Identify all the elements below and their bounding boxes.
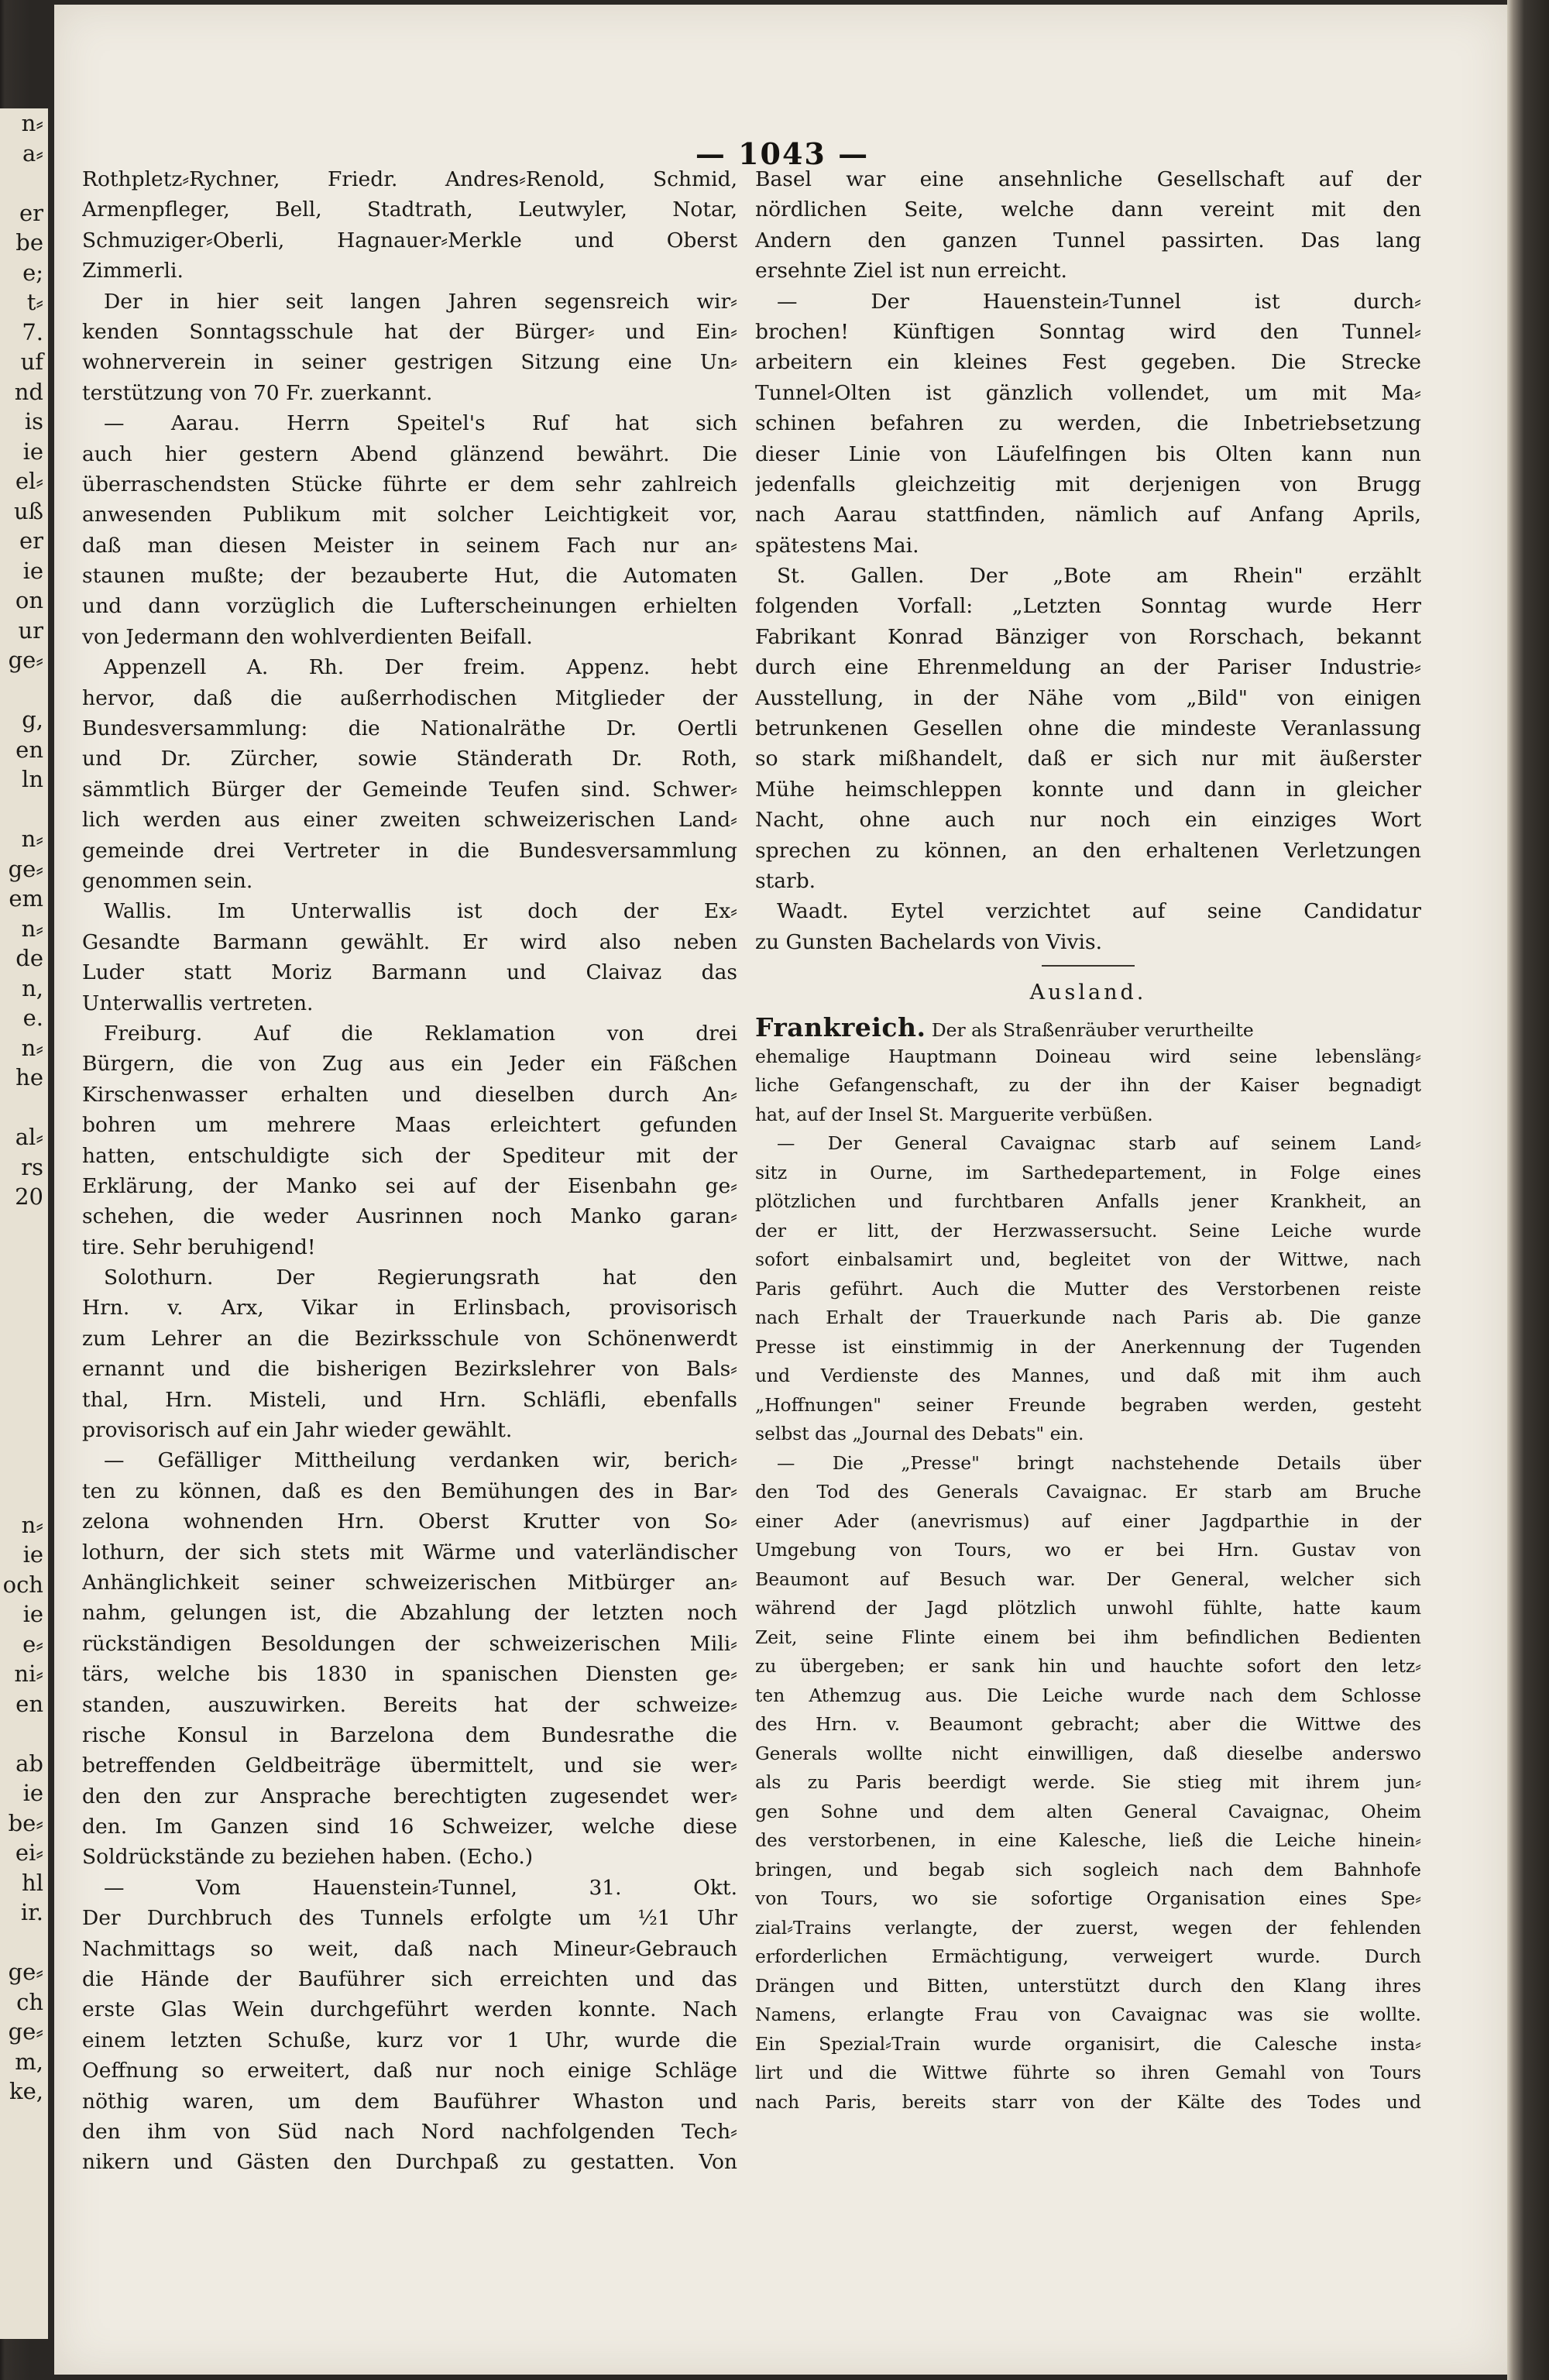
text-line: zu Gunsten Bachelards von Vivis. <box>755 929 1103 954</box>
text-line: brochen! Künftigen Sonntag wird den Tunnel⸗ <box>755 319 1421 344</box>
previous-page-fragment: ln <box>22 766 43 792</box>
previous-page-fragment: ir. <box>20 1899 43 1925</box>
text-line: sofort einbalsamirt und, begleitet von der Wittwe, nach <box>755 1248 1421 1271</box>
previous-page-fragment <box>0 1451 48 1481</box>
text-line: jedenfalls gleichzeitig mit derjenigen von Brugg <box>755 472 1421 496</box>
previous-page-fragment: t⸗ <box>26 289 43 315</box>
text-line: zelona wohnenden Hrn. Oberst Krutter von So⸗ <box>82 1509 737 1534</box>
previous-page-fragment: de <box>15 945 43 971</box>
text-line: Unterwallis vertreten. <box>82 991 314 1015</box>
page-edge-shadow <box>1507 0 1549 2380</box>
text-line: Beaumont auf Besuch war. Der General, welcher sich <box>755 1568 1421 1590</box>
text-line: nach Paris, bereits starr von der Kälte des Todes und <box>755 2090 1421 2113</box>
previous-page-fragment: uf <box>20 349 43 375</box>
text-line: Zimmerli. <box>82 259 184 283</box>
text-line: von Tours, wo sie sofortige Organisation eines Spe⸗ <box>755 1887 1421 1910</box>
text-line: nach Aarau stattfinden, nämlich auf Anfang Aprils, <box>755 503 1421 527</box>
previous-page-fragment: e. <box>22 1005 43 1031</box>
text-line: gen Sohne und dem alten General Cavaignac, Oheim <box>755 1800 1421 1822</box>
text-line: die Hände der Bauführer sich erreichten und das <box>82 1967 737 1992</box>
text-line: und Dr. Zürcher, sowie Ständerath Dr. Roth, <box>82 747 737 771</box>
text-line: durch eine Ehrenmeldung an der Pariser Industrie⸗ <box>755 655 1421 680</box>
previous-page-fragment: ch <box>16 1988 43 2015</box>
text-line: Nacht, ohne auch nur noch ein einziges Wort <box>755 808 1421 833</box>
text-line: und Verdienste des Mannes, und daß mit ihm auch <box>755 1365 1421 1387</box>
text-line: Schmuziger⸗Oberli, Hagnauer⸗Merkle und Oberst <box>82 228 737 252</box>
text-line: — Die „Presse" bringt nachstehende Details über <box>777 1451 1421 1474</box>
right-column-news <box>755 164 1421 957</box>
text-line: Armenpfleger, Bell, Stadtrath, Leutwyler, Notar, <box>82 197 737 222</box>
previous-page-fragment: en <box>15 1690 43 1717</box>
text-line: erforderlichen Ermächtigung, verweigert wurde. Durch <box>755 1946 1421 1968</box>
text-line: sprechen zu können, an den erhaltenen Verletzungen <box>755 838 1421 863</box>
text-line: den. Im Ganzen sind 16 Schweizer, welche diese <box>82 1815 737 1839</box>
text-line: staunen mußte; der bezauberte Hut, die Automaten <box>82 564 737 589</box>
previous-page-fragment: ab <box>15 1750 43 1777</box>
text-line: Drängen und Bitten, unterstützt durch den Klang ihres <box>755 1974 1421 1997</box>
previous-page-fragment <box>0 168 48 198</box>
previous-page-fragment: ge⸗ <box>8 855 43 882</box>
left-column <box>82 164 737 2178</box>
previous-page-fragment: n⸗ <box>21 915 43 942</box>
text-line: des Hrn. v. Beaumont gebracht; aber die Wittwe des <box>755 1713 1421 1736</box>
text-line: Paris geführt. Auch die Mutter des Verstorbenen reiste <box>755 1277 1421 1300</box>
previous-page-fragment <box>0 1212 48 1242</box>
text-line <box>755 1013 1421 1042</box>
text-line: Solothurn. Der Regierungsrath hat den <box>104 1266 737 1290</box>
text-line: als zu Paris beerdigt werde. Sie stieg mit ihrem jun⸗ <box>755 1771 1421 1794</box>
text-line: standen, auszuwirken. Bereits hat der schweize⸗ <box>82 1692 737 1717</box>
text-line: — Vom Hauenstein⸗Tunnel, 31. Okt. <box>104 1875 737 1900</box>
text-line: bringen, und begab sich sogleich nach dem Bahnhofe <box>755 1858 1421 1880</box>
previous-page-fragment <box>0 1331 48 1362</box>
previous-page-fragment: ge⸗ <box>8 2018 43 2045</box>
previous-page-fragment: n⸗ <box>21 1034 43 1061</box>
text-line: ersehnte Ziel ist nun erreicht. <box>755 259 1067 283</box>
previous-page-fragment: be⸗ <box>8 1809 43 1836</box>
text-line: schehen, die weder Ausrinnen noch Manko garan⸗ <box>82 1204 737 1229</box>
previous-page-fragment: ke, <box>9 2078 43 2104</box>
text-line: St. Gallen. Der „Bote am Rhein" erzählt <box>777 564 1421 589</box>
text-line: starb. <box>755 868 816 893</box>
text-line: Ausstellung, in der Nähe vom „Bild" von einigen <box>755 685 1421 710</box>
text-line: tärs, welche bis 1830 in spanischen Diensten ge⸗ <box>82 1662 737 1687</box>
text-line: Wallis. Im Unterwallis ist doch der Ex⸗ <box>104 899 737 924</box>
previous-page-fragment: rs <box>21 1153 43 1180</box>
previous-page-fragment: ie <box>22 438 43 465</box>
text-line: Zeit, seine Flinte einem bei ihm befindlichen Bedienten <box>755 1626 1421 1648</box>
text-line: Freiburg. Auf die Reklamation von drei <box>104 1021 737 1046</box>
text-line: Bürgern, die von Zug aus ein Jeder ein Fäßchen <box>82 1052 737 1077</box>
text-line: ten Athemzug aus. Die Leiche wurde nach dem Schlosse <box>755 1684 1421 1706</box>
text-line: Nachmittags so weit, daß nach Mineur⸗Gebrauch <box>82 1936 737 1961</box>
text-line: — Aarau. Herrn Speitel's Ruf hat sich <box>104 411 737 436</box>
text-line: nördlichen Seite, welche dann vereint mit den <box>755 197 1421 222</box>
text-line: rische Konsul in Barzelona dem Bundesrathe die <box>82 1722 737 1747</box>
text-line: des verstorbenen, in eine Kalesche, ließ die Leiche hinein⸗ <box>755 1829 1421 1852</box>
text-line: Fabrikant Konrad Bänziger von Rorschach, bekannt <box>755 624 1421 649</box>
text-line: Umgebung von Tours, wo er bei Hrn. Gustav von <box>755 1539 1421 1561</box>
previous-page-fragment: n⸗ <box>21 1511 43 1538</box>
text-line: einer Ader (anevrismus) auf einer Jagdparthie in der <box>755 1509 1421 1532</box>
text-line: Mühe heimschleppen konnte und dann in gleicher <box>755 777 1421 802</box>
text-line: genommen sein. <box>82 868 253 893</box>
page-number: — 1043 — <box>695 136 870 171</box>
text-line: Generals wollte nicht einwilligen, daß dieselbe anderswo <box>755 1742 1421 1764</box>
previous-page-fragment: ie <box>22 557 43 584</box>
text-line: nöthig waren, um dem Bauführer Whaston und <box>82 2089 737 2114</box>
text-line: lich werden aus einer zweiten schweizerischen Land⸗ <box>82 808 737 833</box>
previous-page-edge <box>0 108 48 2339</box>
previous-page-fragment: och <box>2 1571 43 1598</box>
text-line: Oeffnung so erweitert, daß nur noch einige Schläge <box>82 2059 737 2083</box>
text-line: hat, auf der Insel St. Marguerite verbüßen. <box>755 1103 1153 1125</box>
previous-page-fragment: el⸗ <box>15 468 43 494</box>
frankreich-heading: Frankreich. <box>755 1013 926 1042</box>
previous-page-fragment: em <box>9 885 43 912</box>
previous-page-fragment: a⸗ <box>22 139 43 167</box>
text-line: Namens, erlangte Frau von Cavaignac was sie wollte. <box>755 2004 1421 2026</box>
text-line: Bundesversammlung: die Nationalräthe Dr. Oertli <box>82 716 737 741</box>
text-line: daß man diesen Meister in seinem Fach nur an⸗ <box>82 533 737 558</box>
previous-page-fragment: 7. <box>22 318 43 345</box>
text-line: — Gefälliger Mittheilung verdanken wir, berich⸗ <box>104 1448 737 1473</box>
text-line: auch hier gestern Abend glänzend bewährt. Die <box>82 441 737 466</box>
text-line: spätestens Mai. <box>755 533 919 558</box>
previous-page-fragment: be <box>15 229 43 256</box>
text-line: selbst das „Journal des Debats" ein. <box>755 1423 1084 1445</box>
previous-page-fragment <box>0 1242 48 1272</box>
text-line: und dann vorzüglich die Lufterscheinungen erhielten <box>82 594 737 619</box>
previous-page-fragment: er <box>19 199 43 226</box>
text-line: hatten, entschuldigte sich der Spediteur mit der <box>82 1143 737 1168</box>
text-line: Basel war eine ansehnliche Gesellschaft auf der <box>755 167 1421 191</box>
text-line: tire. Sehr beruhigend! <box>82 1235 316 1259</box>
text-line: — Der Hauenstein⸗Tunnel ist durch⸗ <box>777 289 1421 314</box>
text-line: lothurn, der sich stets mit Wärme und vaterländischer <box>82 1540 737 1564</box>
text-line: betrunkenen Gesellen ohne die mindeste Veranlassung <box>755 716 1421 741</box>
previous-page-fragment: ei⸗ <box>15 1839 43 1866</box>
previous-page-fragment <box>0 1361 48 1391</box>
previous-page-fragment: en <box>15 736 43 763</box>
previous-page-fragment <box>0 1719 48 1749</box>
text-line: von Jedermann den wohlverdienten Beifall. <box>82 624 533 649</box>
text-line: nahm, gelungen ist, die Abzahlung der letzten noch <box>82 1601 737 1626</box>
text-line: den ihm von Süd nach Nord nachfolgenden Tech⸗ <box>82 2120 737 2144</box>
previous-page-fragment: n⸗ <box>21 110 43 136</box>
text-line: Rothpletz⸗Rychner, Friedr. Andres⸗Renold, Schmid, <box>82 167 737 191</box>
text-line: so stark mißhandelt, daß er sich nur mit äußerster <box>755 747 1421 771</box>
previous-page-fragment: nd <box>14 378 43 405</box>
text-line: hervor, daß die außerrhodischen Mitglieder der <box>82 685 737 710</box>
previous-page-fragment <box>0 1093 48 1123</box>
text-line: Anhänglichkeit seiner schweizerischen Mitbürger an⸗ <box>82 1570 737 1595</box>
text-line: rückständigen Besoldungen der schweizerischen Mili⸗ <box>82 1631 737 1656</box>
text-line: dieser Linie von Läufelfingen bis Olten kann nun <box>755 441 1421 466</box>
previous-page-fragment: ie <box>22 1541 43 1568</box>
text-line: Andern den ganzen Tunnel passirten. Das lang <box>755 228 1421 252</box>
previous-page-fragment: ie <box>22 1780 43 1806</box>
text-line: betreffenden Geldbeiträge übermittelt, und sie wer⸗ <box>82 1753 737 1778</box>
text-line: arbeitern ein kleines Fest gegeben. Die Strecke <box>755 350 1421 375</box>
text-line: lirt und die Wittwe führte so ihren Gemahl von Tours <box>755 2062 1421 2084</box>
text-line: zum Lehrer an die Bezirksschule von Schönenwerdt <box>82 1326 737 1351</box>
right-column <box>755 164 1421 2117</box>
text-line: zu übergeben; er sank hin und hauchte sofort den letz⸗ <box>755 1655 1421 1678</box>
previous-page-fragment: m, <box>15 2048 43 2075</box>
text-line: Hrn. v. Arx, Vikar in Erlinsbach, provisorisch <box>82 1296 737 1321</box>
previous-page-fragment: he <box>15 1064 43 1090</box>
text-line: Ein Spezial⸗Train wurde organisirt, die Calesche insta⸗ <box>755 2032 1421 2055</box>
text-line: erste Glas Wein durchgeführt werden konnte. Nach <box>82 1997 737 2022</box>
text-line-content: Der als Straßenräuber verurtheilte <box>926 1019 1254 1042</box>
text-line: Presse ist einstimmig in der Anerkennung der Tugenden <box>755 1335 1421 1358</box>
previous-page-fragment: ie <box>22 1601 43 1627</box>
text-line: Luder statt Moriz Barmann und Claivaz das <box>82 960 737 985</box>
previous-page-fragment <box>0 1301 48 1331</box>
text-line: ernannt und die bisherigen Bezirkslehrer von Bals⸗ <box>82 1357 737 1382</box>
previous-page-fragment: ur <box>18 616 43 644</box>
section-heading-ausland: Ausland. <box>1029 981 1147 1005</box>
previous-page-fragment <box>0 1928 48 1958</box>
previous-page-fragment: al⸗ <box>15 1124 43 1150</box>
text-line: Kirschenwasser erhalten und dieselben durch An⸗ <box>82 1082 737 1107</box>
previous-page-fragment: e⸗ <box>22 1630 43 1657</box>
previous-page-fragment <box>0 1420 48 1451</box>
text-line: terstützung von 70 Fr. zuerkannt. <box>82 380 433 405</box>
text-line: Der in hier seit langen Jahren segensreich wir⸗ <box>104 289 737 314</box>
text-line: den Tod des Generals Cavaignac. Er starb am Bruche <box>755 1481 1421 1503</box>
text-line: nikern und Gästen den Durchpaß zu gestatten. Von <box>82 2150 737 2175</box>
previous-page-fragment: is <box>24 408 43 434</box>
text-line: Gesandte Barmann gewählt. Er wird also neben <box>82 929 737 954</box>
section-rule <box>1042 965 1135 967</box>
text-line: Erklärung, der Manko sei auf der Eisenbahn ge⸗ <box>82 1173 737 1198</box>
text-line: — Der General Cavaignac starb auf seinem Land⸗ <box>777 1132 1421 1155</box>
text-line: anwesenden Publikum mit solcher Leichtigkeit vor, <box>82 503 737 527</box>
previous-page-fragment <box>0 1272 48 1302</box>
previous-page-fragment <box>0 1480 48 1510</box>
previous-page-fragment: e; <box>22 259 43 286</box>
previous-page-fragment: uß <box>13 497 43 524</box>
previous-page-fragment <box>0 675 48 706</box>
text-line: nach Erhalt der Trauerkunde nach Paris ab. Die ganze <box>755 1307 1421 1329</box>
previous-page-fragment <box>0 795 48 825</box>
previous-page-fragment: n⸗ <box>21 826 43 852</box>
text-line: Appenzell A. Rh. Der freim. Appenz. hebt <box>104 655 737 680</box>
text-line: zial⸗Trains verlangte, der zuerst, wegen der fehlenden <box>755 1916 1421 1939</box>
text-line: ten zu können, daß es den Bemühungen des in Bar⸗ <box>82 1478 737 1503</box>
text-line: provisorisch auf ein Jahr wieder gewählt. <box>82 1418 513 1443</box>
text-line: Soldrückstände zu beziehen haben. (Echo.) <box>82 1845 534 1870</box>
previous-page-fragment: ge⸗ <box>8 1959 43 1985</box>
text-line: wohnerverein in seiner gestrigen Sitzung eine Un⸗ <box>82 350 737 375</box>
text-line: folgenden Vorfall: „Letzten Sonntag wurde Herr <box>755 594 1421 619</box>
text-line: während der Jagd plötzlich unwohl fühlte, hatte kaum <box>755 1597 1421 1619</box>
previous-page-fragment <box>0 1391 48 1421</box>
text-line: den den zur Ansprache berechtigten zugesendet wer⸗ <box>82 1784 737 1808</box>
text-line: sitz in Ourne, im Sarthedepartement, in Folge eines <box>755 1161 1421 1183</box>
text-line: überraschendsten Stücke führte er dem sehr zahlreich <box>82 472 737 496</box>
text-line: Der Durchbruch des Tunnels erfolgte um ½1 Uhr <box>82 1906 737 1931</box>
text-line: „Hoffnungen" seiner Freunde begraben werden, gesteht <box>755 1393 1421 1416</box>
text-line: der er litt, der Herzwassersucht. Seine Leiche wurde <box>755 1219 1421 1242</box>
previous-page-fragment: 20 <box>15 1183 43 1210</box>
text-line: gemeinde drei Vertreter in die Bundesversammlung <box>82 838 737 863</box>
previous-page-fragment: on <box>15 587 43 613</box>
text-line: schinen befahren zu werden, die Inbetriebsetzung <box>755 411 1421 436</box>
text-line: plötzlichen und furchtbaren Anfalls jener Krankheit, an <box>755 1190 1421 1213</box>
previous-page-fragment: n, <box>22 974 43 1001</box>
text-line: ehemalige Hauptmann Doineau wird seine lebensläng⸗ <box>755 1045 1421 1067</box>
text-line: sämmtlich Bürger der Gemeinde Teufen sind. Schwer⸗ <box>82 777 737 802</box>
text-line: kenden Sonntagsschule hat der Bürger⸗ und Ein⸗ <box>82 319 737 344</box>
previous-page-fragment: hl <box>22 1869 43 1896</box>
previous-page-fragment: ni⸗ <box>14 1661 43 1687</box>
previous-page-fragment: ge⸗ <box>8 647 43 673</box>
text-line: Waadt. Eytel verzichtet auf seine Candidatur <box>777 899 1421 924</box>
text-line: bohren um mehrere Maas erleichtert gefunden <box>82 1113 737 1138</box>
text-line: einem letzten Schuße, kurz vor 1 Uhr, wurde die <box>82 2028 737 2052</box>
text-line: thal, Hrn. Misteli, und Hrn. Schläfli, ebenfalls <box>82 1387 737 1412</box>
previous-page-fragment: er <box>19 527 43 554</box>
right-column-foreign-news <box>755 1013 1421 2117</box>
text-line: liche Gefangenschaft, zu der ihn der Kaiser begnadigt <box>755 1074 1421 1097</box>
previous-page-fragment: g, <box>22 706 43 733</box>
text-line: Tunnel⸗Olten ist gänzlich vollendet, um mit Ma⸗ <box>755 380 1421 405</box>
